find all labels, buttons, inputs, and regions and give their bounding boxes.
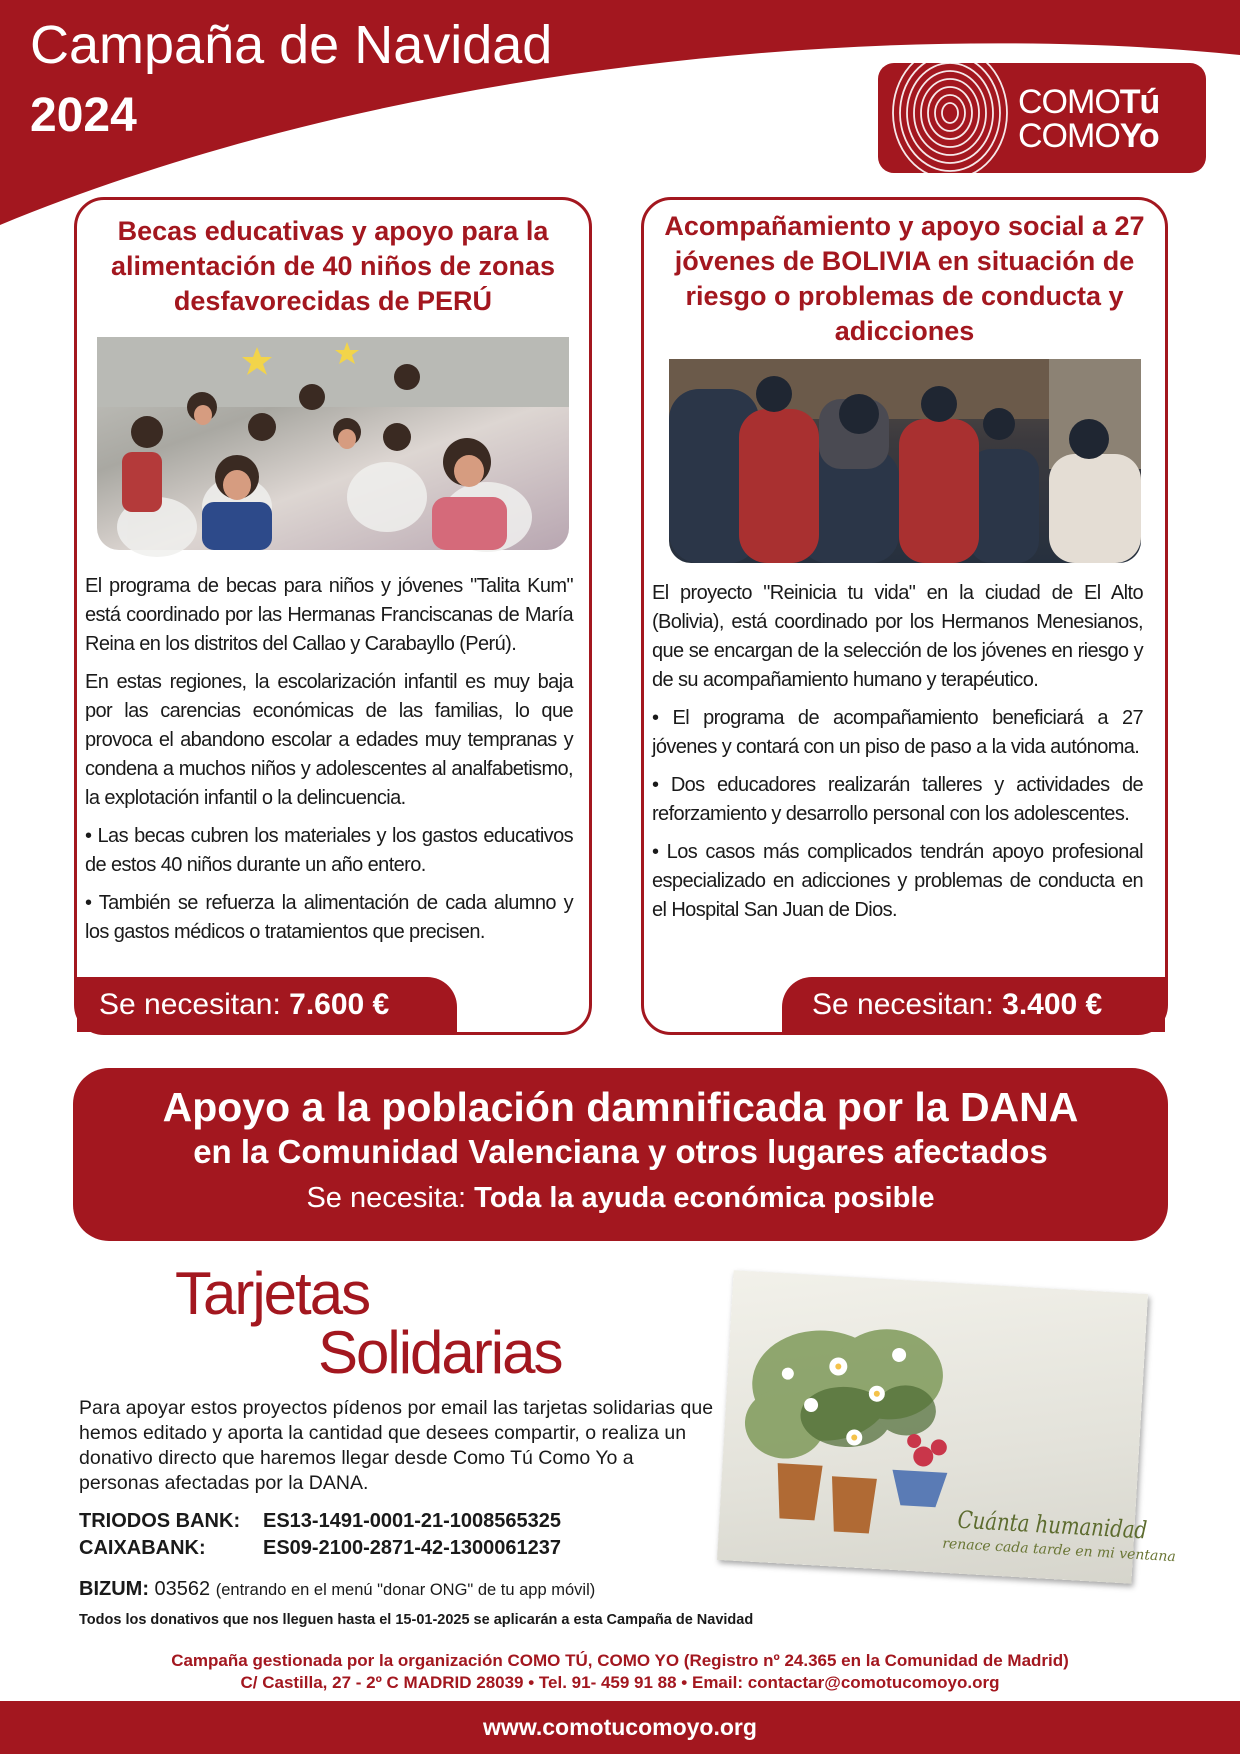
dana-headline: Apoyo a la población damnificada por la DANA	[162, 1084, 1079, 1130]
bullet-paragraph: • Los casos más complicados tendrán apoyo profesional especializado en adicciones y problemas de conducta en el Hospital San Juan de Dios.	[652, 841, 1143, 921]
bullet-paragraph: • Dos educadores realizarán talleres y actividades de reforzamiento y desarrollo personal con los adolescentes.	[652, 774, 1143, 825]
dana-need-value: Toda la ayuda económica posible	[474, 1182, 935, 1214]
project-card-peru	[74, 197, 592, 1035]
logo-line-2: COMOYo	[1018, 117, 1159, 155]
bizum-note: (entrando en el menú "donar ONG" de tu app móvil)	[215, 1581, 596, 1599]
funding-needed-peru	[77, 977, 457, 1032]
bizum-number[interactable]: 03562	[154, 1578, 211, 1600]
need-amount: 3.400 €	[1002, 988, 1103, 1021]
bizum-info	[79, 1576, 595, 1603]
website-link[interactable]: www.comotucomoyo.org	[483, 1714, 757, 1740]
need-label: Se necesitan:	[99, 988, 281, 1021]
campaign-year: 2024	[30, 89, 137, 142]
organization-contact: C/ Castilla, 27 - 2º C MADRID 28039 • Tel. 91- 459 91 88 • Email: contactar@comotucomoyo.org	[240, 1673, 1000, 1692]
need-amount: 7.600 €	[289, 988, 390, 1021]
paragraph: El proyecto "Reinicia tu vida" en la ciudad de El Alto (Bolivia), está coordinado por los Hermanos Menesianos, que se encargan de la selección de los jóvenes en riesgo y de su acompañamiento humano y terapéutico.	[652, 582, 1143, 691]
bullet-paragraph: • También se refuerza la alimentación de cada alumno y los gastos médicos o tratamientos que precisen.	[85, 892, 573, 943]
project-description-peru	[77, 572, 589, 947]
donation-deadline-note: Todos los donativos que nos lleguen hasta el 15-01-2025 se aplicarán a esta Campaña de Navidad	[79, 1612, 754, 1628]
como-tu-como-yo-logo[interactable]	[878, 63, 1206, 173]
funding-needed-bolivia	[782, 977, 1165, 1032]
tarjetas-title-line-1: Tarjetas	[175, 1260, 370, 1327]
project-title-peru: Becas educativas y apoyo para la alimentación de 40 niños de zonas desfavorecidas de PERÚ	[110, 216, 556, 316]
dana-need	[73, 1180, 1168, 1216]
footer-bar	[0, 1701, 1240, 1754]
dana-appeal-banner	[73, 1068, 1168, 1241]
project-card-bolivia	[641, 197, 1168, 1035]
photo-bolivia-youth	[669, 359, 1141, 563]
dana-subheadline: en la Comunidad Valenciana y otros lugares afectados	[193, 1133, 1048, 1170]
card-caption-subtitle: renace cada tarde en mi ventana	[941, 1535, 1177, 1566]
bank-row-caixabank	[79, 1535, 561, 1562]
bank-accounts	[79, 1508, 561, 1562]
paragraph: En estas regiones, la escolarización infantil es muy baja por las carencias económicas de las familias, lo que provoca el abandono escolar a edades muy tempranas y condena a muchos niños y adolescentes al analfabetismo, la explotación infantil o la delincuencia.	[85, 671, 573, 809]
tarjetas-title-line-2: Solidarias	[318, 1319, 562, 1386]
organization-registration: Campaña gestionada por la organización COMO TÚ, COMO YO (Registro nº 24.365 en la Comunidad de Madrid)	[171, 1651, 1069, 1670]
project-description-bolivia	[644, 579, 1165, 925]
bullet-paragraph: • Las becas cubren los materiales y los gastos educativos de estos 40 niños durante un año entero.	[85, 825, 573, 876]
bank-name: TRIODOS BANK:	[79, 1510, 241, 1532]
dana-need-label: Se necesita:	[306, 1182, 467, 1214]
card-caption-title: Cuánta humanidad	[956, 1505, 1148, 1545]
campaign-title: Campaña de Navidad	[30, 15, 553, 75]
bullet-paragraph: • El programa de acompañamiento beneficiará a 27 jóvenes y contará con un piso de paso a la vida autónoma.	[652, 707, 1143, 758]
paragraph: El programa de becas para niños y jóvenes "Talita Kum" está coordinado por las Hermanas Franciscanas de María Reina en los distritos del Callao y Carabayllo (Perú).	[85, 575, 573, 655]
fingerprint-icon	[878, 63, 1018, 173]
logo-line-1: COMOTú	[1018, 83, 1160, 121]
bank-iban[interactable]: ES13-1491-0001-21-1008565325	[263, 1510, 562, 1532]
project-title-bolivia: Acompañamiento y apoyo social a 27 jóvenes de BOLIVIA en situación de riesgo o problemas de conducta y adicciones	[664, 211, 1145, 346]
bank-row-triodos	[79, 1508, 561, 1535]
bank-iban[interactable]: ES09-2100-2871-42-1300061237	[263, 1537, 562, 1559]
bank-name: CAIXABANK:	[79, 1537, 206, 1559]
need-label: Se necesitan:	[812, 988, 994, 1021]
tarjetas-description: Para apoyar estos proyectos pídenos por email las tarjetas solidarias que hemos editado y aporta la cantidad que desees compartir, o realiza un donativo directo que haremos llegar desde Como Tú Como Yo a personas afectadas por la DANA.	[79, 1397, 714, 1494]
bizum-label: BIZUM:	[79, 1578, 149, 1600]
solidarity-card-image	[717, 1270, 1177, 1583]
photo-peru-children	[97, 337, 569, 550]
